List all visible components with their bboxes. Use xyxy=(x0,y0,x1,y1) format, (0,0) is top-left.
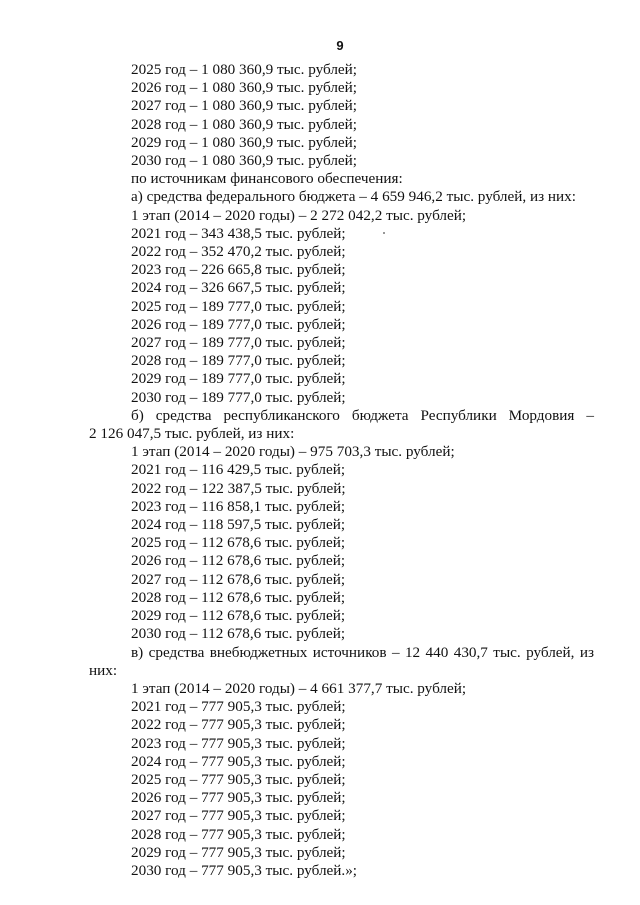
text-line: 2026 год – 189 777,0 тыс. рублей; xyxy=(131,315,346,333)
text-line: 2030 год – 777 905,3 тыс. рублей.»; xyxy=(131,861,358,879)
section-a-list xyxy=(89,61,594,407)
text-line: 2027 год – 1 080 360,9 тыс. рублей; xyxy=(131,97,358,115)
text-line: 2026 год – 1 080 360,9 тыс. рублей; xyxy=(131,79,358,97)
text-line: 2029 год – 777 905,3 тыс. рублей; xyxy=(131,843,346,861)
text-line: 2029 год – 1 080 360,9 тыс. рублей; xyxy=(131,133,358,151)
text-line: а) средства федерального бюджета – 4 659 946,2 тыс. рублей, из них: xyxy=(131,188,576,206)
text-line: 2025 год – 189 777,0 тыс. рублей; xyxy=(131,297,346,315)
text-line: 2030 год – 189 777,0 тыс. рублей; xyxy=(131,388,346,406)
text-line: 1 этап (2014 – 2020 годы) – 2 272 042,2 тыс. рублей; xyxy=(131,206,467,224)
text-line: 2028 год – 189 777,0 тыс. рублей; xyxy=(131,352,346,370)
text-line: 2028 год – 112 678,6 тыс. рублей; xyxy=(131,588,346,606)
text-line: 2027 год – 189 777,0 тыс. рублей; xyxy=(131,334,346,352)
document-body xyxy=(89,61,594,880)
section-b-list xyxy=(89,443,594,643)
text-line: 1 этап (2014 – 2020 годы) – 4 661 377,7 тыс. рублей; xyxy=(131,679,467,697)
text-line: 2028 год – 777 905,3 тыс. рублей; xyxy=(131,825,346,843)
text-line: 2021 год – 343 438,5 тыс. рублей; xyxy=(131,224,346,242)
text-line: 2021 год – 777 905,3 тыс. рублей; xyxy=(131,698,346,716)
text-line: 2024 год – 118 597,5 тыс. рублей; xyxy=(131,516,346,534)
paragraph-c-continuation: них: xyxy=(89,661,118,679)
text-line: 2027 год – 777 905,3 тыс. рублей; xyxy=(131,807,346,825)
text-line: 2030 год – 1 080 360,9 тыс. рублей; xyxy=(131,152,358,170)
text-line: 2023 год – 116 858,1 тыс. рублей; xyxy=(131,497,346,515)
text-line: 2029 год – 112 678,6 тыс. рублей; xyxy=(131,607,346,625)
text-line: 2023 год – 777 905,3 тыс. рублей; xyxy=(131,734,346,752)
section-c-list xyxy=(89,680,594,880)
text-line: 1 этап (2014 – 2020 годы) – 975 703,3 тыс. рублей; xyxy=(131,443,455,461)
text-line: 2026 год – 777 905,3 тыс. рублей; xyxy=(131,789,346,807)
text-line: 2022 год – 122 387,5 тыс. рублей; xyxy=(131,479,346,497)
text-line: 2022 год – 352 470,2 тыс. рублей; xyxy=(131,243,346,261)
text-line: 2023 год – 226 665,8 тыс. рублей; xyxy=(131,261,346,279)
paragraph-c-first-line: в) средства внебюджетных источников – 12 440 430,7 тыс. рублей, из xyxy=(131,643,594,661)
text-line: 2025 год – 112 678,6 тыс. рублей; xyxy=(131,534,346,552)
text-line: по источникам финансового обеспечения: xyxy=(131,170,403,188)
page-number: 9 xyxy=(336,38,344,53)
text-line: 2027 год – 112 678,6 тыс. рублей; xyxy=(131,570,346,588)
text-line: 2024 год – 326 667,5 тыс. рублей; xyxy=(131,279,346,297)
paragraph-b-continuation: 2 126 047,5 тыс. рублей, из них: xyxy=(89,425,295,443)
text-line: 2029 год – 189 777,0 тыс. рублей; xyxy=(131,370,346,388)
text-line: 2030 год – 112 678,6 тыс. рублей; xyxy=(131,625,346,643)
paragraph-b-first-line: б) средства республиканского бюджета Республики Мордовия – xyxy=(131,406,594,424)
text-line: 2028 год – 1 080 360,9 тыс. рублей; xyxy=(131,115,358,133)
text-line: 2024 год – 777 905,3 тыс. рублей; xyxy=(131,752,346,770)
text-line: 2022 год – 777 905,3 тыс. рублей; xyxy=(131,716,346,734)
text-line: 2026 год – 112 678,6 тыс. рублей; xyxy=(131,552,346,570)
text-line: 2021 год – 116 429,5 тыс. рублей; xyxy=(131,461,346,479)
text-line: 2025 год – 1 080 360,9 тыс. рублей; xyxy=(131,61,358,78)
text-line: 2025 год – 777 905,3 тыс. рублей; xyxy=(131,770,346,788)
